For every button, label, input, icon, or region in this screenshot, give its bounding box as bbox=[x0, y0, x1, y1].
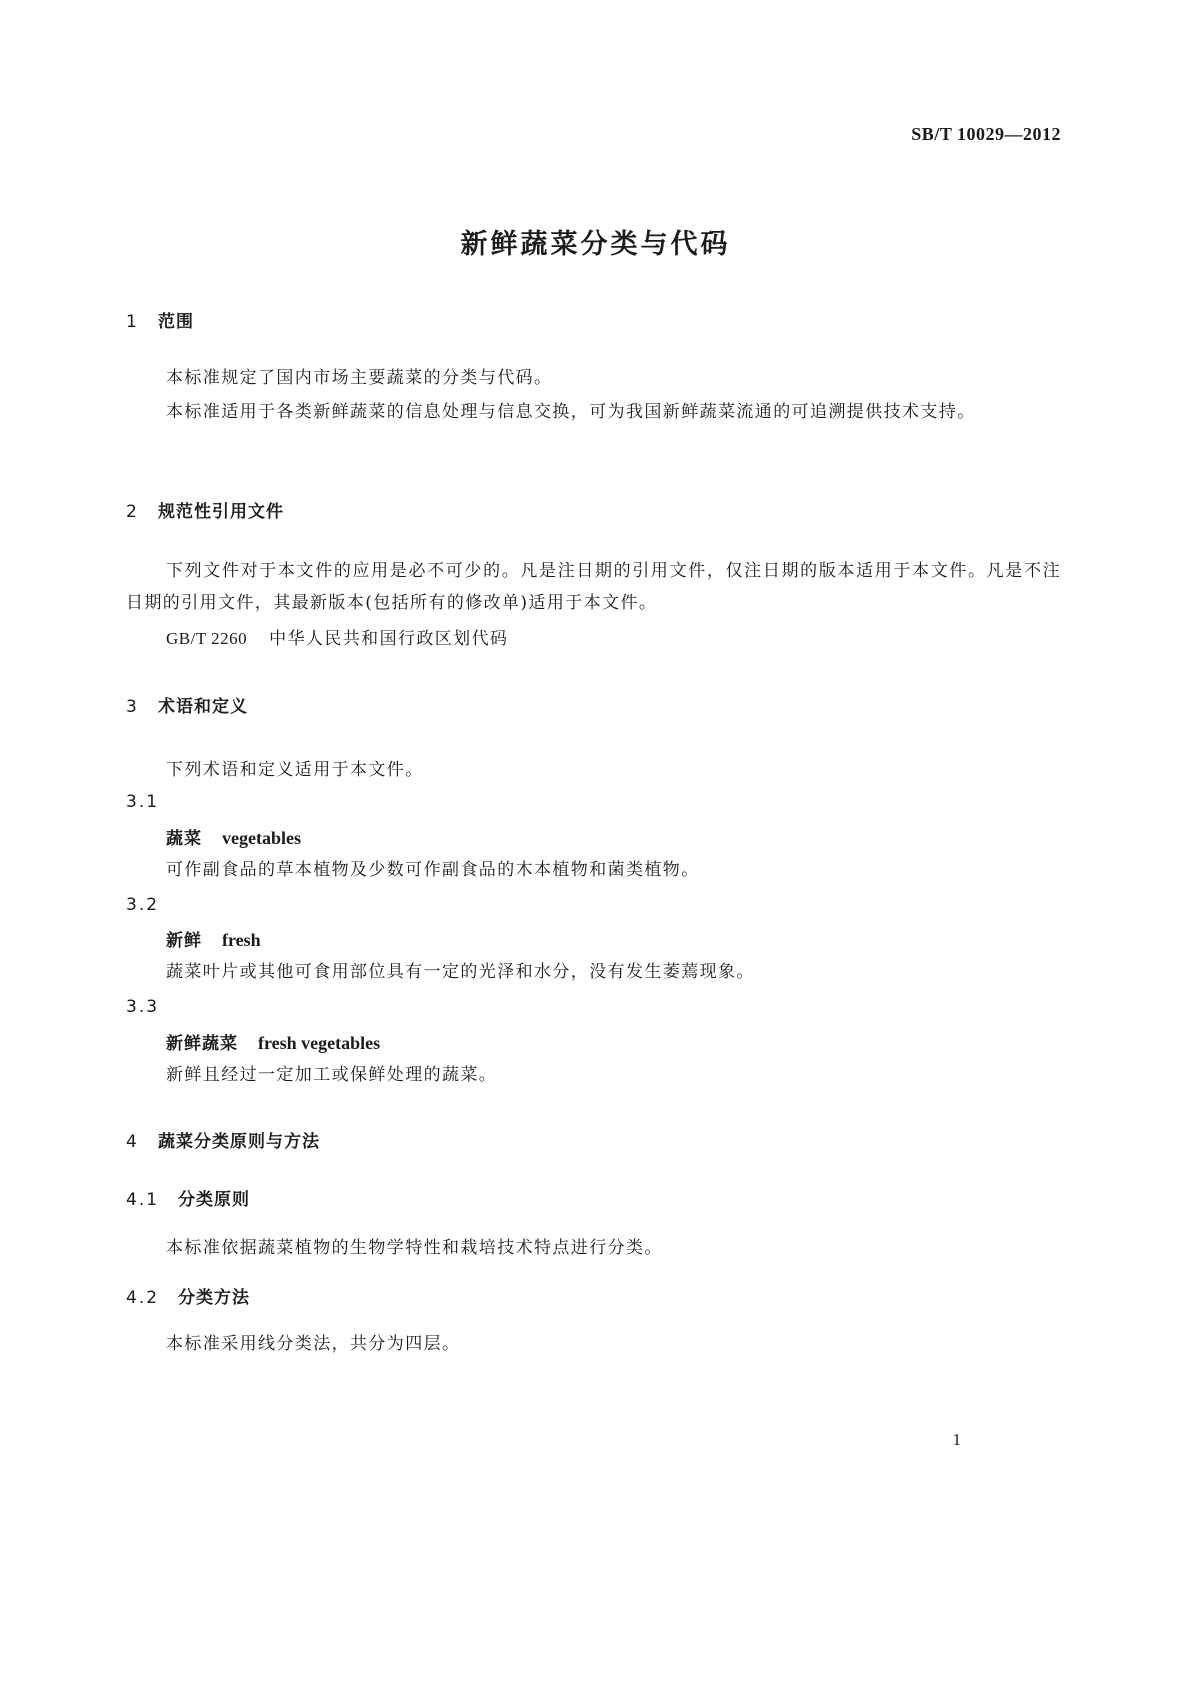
term-heading bbox=[166, 824, 301, 849]
term-definition: 蔬菜叶片或其他可食用部位具有一定的光泽和水分，没有发生萎蔫现象。 bbox=[166, 962, 755, 982]
section-3-intro: 下列术语和定义适用于本文件。 bbox=[166, 760, 424, 780]
section-number: 2 bbox=[126, 502, 138, 522]
document-title: 新鲜蔬菜分类与代码 bbox=[460, 229, 731, 260]
term-number: 3.1 bbox=[126, 792, 160, 812]
section-1-heading bbox=[126, 307, 194, 332]
term-number: 3.2 bbox=[126, 895, 160, 915]
subsection-title: 分类原则 bbox=[178, 1190, 250, 1210]
section-2-paragraph-1: 下列文件对于本文件的应用是必不可少的。凡是注日期的引用文件，仅注日期的版本适用于本文件。凡是不注日期的引用文件，其最新版本(包括所有的修改单)适用于本文件。 bbox=[126, 561, 1061, 613]
term-en: fresh vegetables bbox=[258, 1033, 381, 1053]
subsection-4-1-paragraph: 本标准依据蔬菜植物的生物学特性和栽培技术特点进行分类。 bbox=[166, 1238, 663, 1258]
term-definition: 新鲜且经过一定加工或保鲜处理的蔬菜。 bbox=[166, 1065, 498, 1085]
term-heading bbox=[166, 1029, 380, 1054]
section-3-heading bbox=[126, 692, 248, 717]
section-title: 蔬菜分类原则与方法 bbox=[158, 1132, 320, 1152]
term-heading bbox=[166, 926, 261, 951]
term-zh: 蔬菜 bbox=[166, 829, 202, 849]
section-2-heading bbox=[126, 497, 284, 522]
section-4-heading bbox=[126, 1127, 320, 1152]
section-number: 1 bbox=[126, 312, 138, 332]
section-1-paragraph-2: 本标准适用于各类新鲜蔬菜的信息处理与信息交换，可为我国新鲜蔬菜流通的可追溯提供技术支持。 bbox=[166, 402, 976, 422]
term-number: 3.3 bbox=[126, 997, 160, 1017]
term-zh: 新鲜 bbox=[166, 931, 202, 951]
section-title: 规范性引用文件 bbox=[158, 502, 284, 522]
subsection-number: 4.1 bbox=[126, 1190, 160, 1210]
term-zh: 新鲜蔬菜 bbox=[166, 1034, 238, 1054]
subsection-title: 分类方法 bbox=[178, 1288, 250, 1308]
term-definition: 可作副食品的草本植物及少数可作副食品的木本植物和菌类植物。 bbox=[166, 860, 700, 880]
section-number: 4 bbox=[126, 1132, 138, 1152]
subsection-4-2-heading bbox=[126, 1283, 250, 1308]
section-number: 3 bbox=[126, 697, 138, 717]
page-number: 1 bbox=[952, 1430, 961, 1449]
section-title: 术语和定义 bbox=[158, 697, 248, 717]
section-1-paragraph-1: 本标准规定了国内市场主要蔬菜的分类与代码。 bbox=[166, 368, 553, 388]
term-en: vegetables bbox=[222, 828, 301, 848]
normative-reference bbox=[166, 623, 508, 655]
term-en: fresh bbox=[222, 930, 261, 950]
section-title: 范围 bbox=[158, 312, 194, 332]
subsection-4-2-paragraph: 本标准采用线分类法，共分为四层。 bbox=[166, 1334, 461, 1354]
subsection-4-1-heading bbox=[126, 1185, 250, 1210]
reference-title: 中华人民共和国行政区划代码 bbox=[269, 629, 509, 649]
reference-code: GB/T 2260 bbox=[166, 629, 248, 648]
subsection-number: 4.2 bbox=[126, 1288, 160, 1308]
standard-code: SB/T 10029—2012 bbox=[911, 124, 1061, 144]
